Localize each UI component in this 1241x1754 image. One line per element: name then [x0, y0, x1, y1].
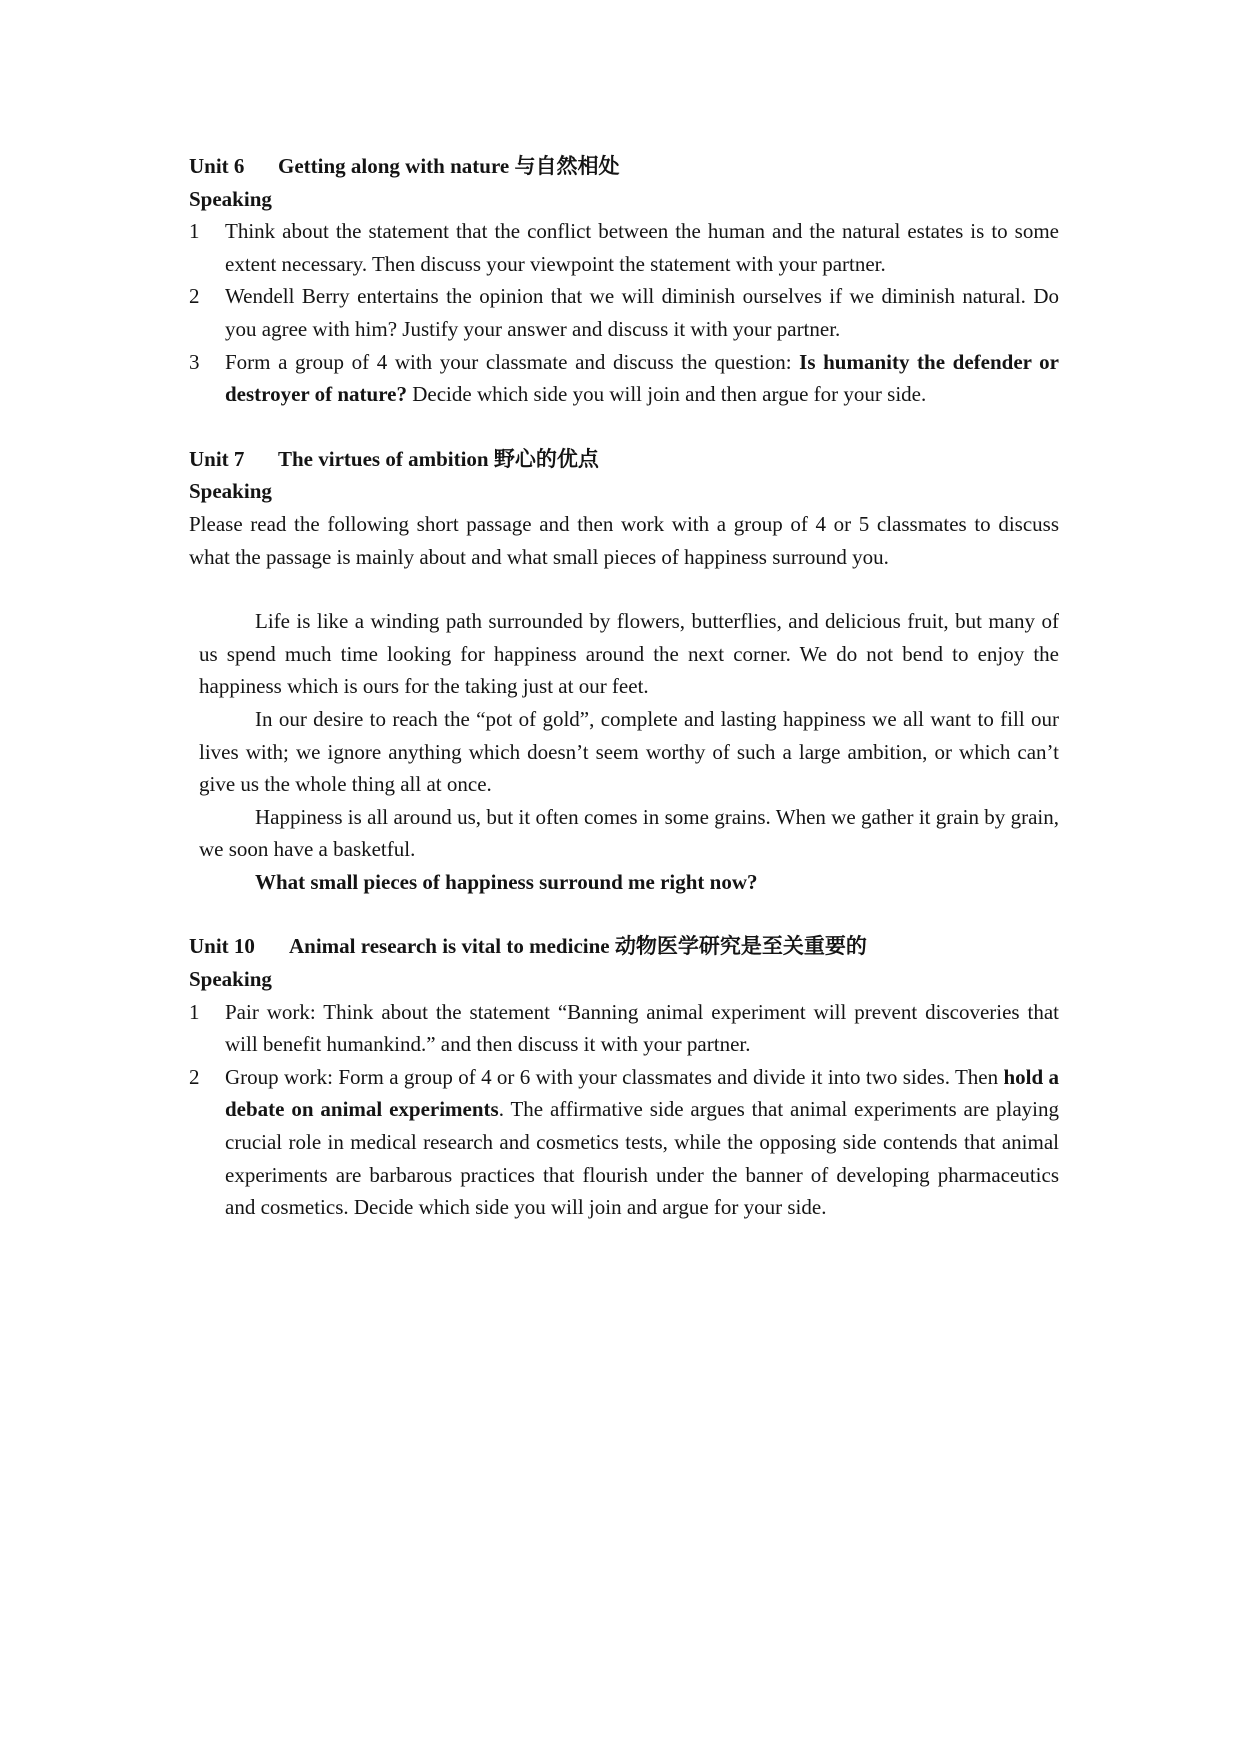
item-bold-phrase: hold a debate on animal experiments: [225, 1064, 1059, 1122]
item-number: 1: [189, 999, 200, 1024]
document-content: [189, 150, 1059, 1224]
section-label: Speaking: [189, 186, 272, 211]
item-text-part: Pair work: Think about the statement “Banning animal experiment will prevent discoveries that will benefit humankind.” and then discuss it with your partner.: [225, 999, 1059, 1057]
reading-passage: [199, 605, 1059, 898]
section-label: Speaking: [189, 967, 272, 992]
unit-title: Animal research is vital to medicine 动物医学研究是至关重要的: [289, 934, 867, 959]
unit-number: Unit 10: [189, 934, 255, 959]
list-item: [189, 996, 1059, 1061]
item-text: [225, 215, 1059, 280]
item-text-part: Decide which side you will join and then argue for your side.: [406, 382, 927, 407]
list-item: [189, 346, 1059, 411]
item-number: 3: [189, 349, 200, 374]
unit-number: Unit 7: [189, 446, 245, 471]
item-bold-question: Is humanity the defender or destroyer of nature?: [225, 349, 1059, 407]
item-text: [225, 280, 1059, 345]
item-text-part: . The affirmative side argues that animal experiments are playing crucial role in medical research and cosmetics tests, while the opposing side contends that animal experiments are barbarous practices that flourish under the banner of developing pharmaceutics and cosmetics. Decide which side you will join and argue for your side.: [225, 1097, 1059, 1220]
list-item: [189, 280, 1059, 345]
unit-title: Getting along with nature 与自然相处: [278, 154, 620, 178]
passage-paragraph: In our desire to reach the “pot of gold”, complete and lasting happiness we all want to fill our lives with; we ignore anything which doesn’t seem worthy of such a large ambition, or which can’t give us the whole thing all at once.: [199, 706, 1059, 797]
item-number: 2: [189, 284, 200, 309]
passage-paragraph: Happiness is all around us, but it often comes in some grains. When we gather it grain by grain, we soon have a basketful.: [199, 804, 1059, 862]
item-text: [225, 1061, 1059, 1224]
list-item: [189, 1061, 1059, 1224]
item-text-part: Form a group of 4 with your classmate and discuss the question:: [225, 349, 800, 374]
unit-10-heading: [189, 930, 1059, 963]
unit-6-heading: [189, 150, 1059, 183]
item-text: [225, 996, 1059, 1061]
unit-7-heading: [189, 443, 1059, 476]
spacer: [189, 411, 1059, 443]
passage-paragraph: Life is like a winding path surrounded by flowers, butterflies, and delicious fruit, but many of us spend much time looking for happiness around the next corner. We do not bend to enjoy the happiness which is ours for the taking just at our feet.: [199, 609, 1059, 699]
passage-question: What small pieces of happiness surround me right now?: [255, 869, 758, 894]
item-number: 1: [189, 219, 200, 244]
list-item: [189, 215, 1059, 280]
unit-title: The virtues of ambition 野心的优点: [278, 446, 599, 471]
item-text-part: Group work: Form a group of 4 or 6 with your classmates and divide it into two sides. Then: [225, 1064, 1004, 1089]
spacer: [189, 898, 1059, 930]
instructions-paragraph: Please read the following short passage and then work with a group of 4 or 5 classmates to discuss what the passage is mainly about and what small pieces of happiness surround you.: [189, 511, 1059, 569]
item-number: 2: [189, 1064, 200, 1089]
unit-number: Unit 6: [189, 154, 245, 178]
section-label: Speaking: [189, 479, 272, 504]
item-text: [225, 346, 1059, 411]
item-text-part: Think about the statement that the conflict between the human and the natural estates is to some extent necessary. Then discuss your viewpoint the statement with your partner.: [225, 219, 1059, 276]
item-text-part: Wendell Berry entertains the opinion that we will diminish ourselves if we diminish natural. Do you agree with him? Justify your answer and discuss it with your partner.: [225, 284, 1059, 341]
